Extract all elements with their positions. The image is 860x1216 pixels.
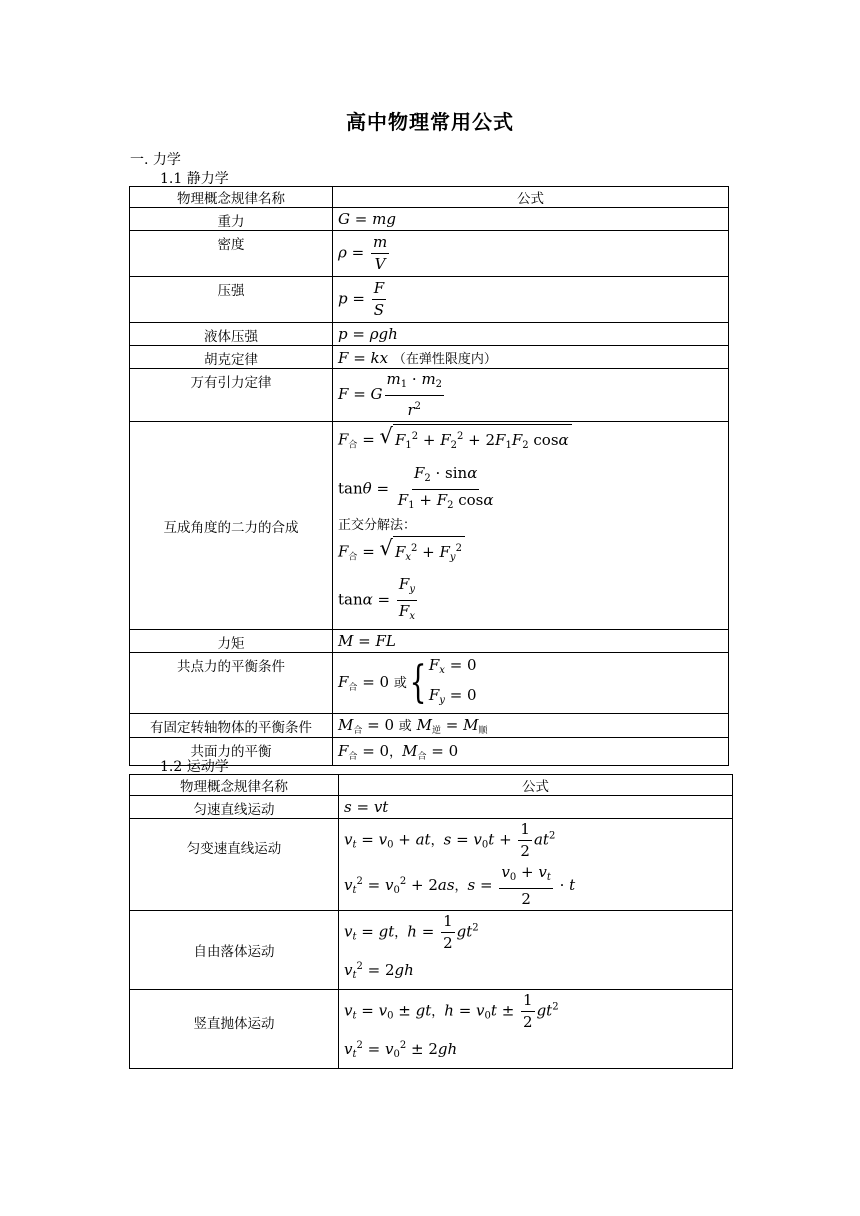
row-name: 密度: [130, 231, 333, 277]
table-row: [130, 323, 729, 346]
table-row: [130, 422, 729, 630]
row-name: 匀速直线运动: [130, 796, 339, 819]
table-row: [130, 714, 729, 738]
table-row: [130, 911, 733, 990]
table-row: [130, 796, 733, 819]
formula: $F_合 = 0$ 或 { $F_x = 0$ $F_y = 0$: [333, 653, 729, 714]
header-formula: 公式: [333, 187, 729, 208]
formula: $M_合 = 0$ 或 $M_逆 = M_顺$: [333, 714, 729, 738]
header-name: 物理概念规律名称: [130, 187, 333, 208]
formula: $v_t = v_0$ + at，$s = v_0t$ + $\frac{1}{2}$ $at^2$ $v_t^2 = v_0^2 + 2as$，s = $\frac{v_0 + v_t}{2}$ · t: [339, 819, 733, 911]
subsection-heading: 1.1 静力学: [160, 171, 229, 187]
table-row: [130, 208, 729, 231]
subsection-heading: 1.2 运动学: [160, 759, 229, 775]
table-row: [130, 819, 733, 911]
table-header-row: [130, 187, 729, 208]
table-header-row: [130, 775, 733, 796]
formula: F = kx （在弹性限度内）: [333, 346, 729, 369]
formula: p = ρgh: [333, 323, 729, 346]
row-name: 自由落体运动: [130, 911, 339, 990]
formula: s = vt: [339, 796, 733, 819]
hooke-note: （在弹性限度内）: [392, 351, 497, 367]
formula: $F_合 = 0$，$M_合 = 0$: [333, 738, 729, 766]
header-name: 物理概念规律名称: [130, 775, 339, 796]
row-name: 重力: [130, 208, 333, 231]
row-name: 液体压强: [130, 323, 333, 346]
section-heading: 一. 力学: [130, 152, 181, 168]
statics-table: [129, 186, 729, 766]
row-name: 万有引力定律: [130, 369, 333, 422]
formula: p = $\frac{F}{S}$: [333, 277, 729, 323]
row-name: 共面力的平衡: [130, 738, 333, 766]
orthogonal-note: 正交分解法：: [338, 517, 417, 533]
formula: ρ = $\frac{m}{V}$: [333, 231, 729, 277]
formula: M = FL: [333, 630, 729, 653]
formula: $F_合$ = √ $F_1^2 + F_2^2 + 2F_1F_2$ cosα tanθ = $\frac{F_2 \cdot \sin\alpha}{F_1 + F_2 \cos\alpha}$ 正交分解法： $F_合$ = √ $F_x^2 + F_y^2$ tanα = $\frac{F_y}{F_x}$: [333, 422, 729, 630]
table-row: [130, 277, 729, 323]
table-row: [130, 630, 729, 653]
table-row: [130, 990, 733, 1069]
header-formula: 公式: [339, 775, 733, 796]
page-title: 高中物理常用公式: [346, 110, 514, 134]
formula: F = G $\frac{m_1 \cdot m_2}{r^2}$: [333, 369, 729, 422]
row-name: 匀变速直线运动: [130, 819, 339, 911]
row-name: 有固定转轴物体的平衡条件: [130, 714, 333, 738]
row-name: 胡克定律: [130, 346, 333, 369]
row-name: 力矩: [130, 630, 333, 653]
row-name: 竖直抛体运动: [130, 990, 339, 1069]
table-row: [130, 231, 729, 277]
kinematics-table: [129, 774, 733, 1069]
table-row: [130, 346, 729, 369]
table-row: [130, 369, 729, 422]
row-name: 压强: [130, 277, 333, 323]
formula: $v_t = v_0$ ± gt，$h = v_0t$ ± $\frac{1}{2}$ $gt^2$ $v_t^2 = v_0^2 \pm 2gh$: [339, 990, 733, 1069]
row-name: 互成角度的二力的合成: [130, 422, 333, 630]
formula: $v_t$ = gt，h = $\frac{1}{2}$ $gt^2$ $v_t^2 = 2gh$: [339, 911, 733, 990]
row-name: 共点力的平衡条件: [130, 653, 333, 714]
table-row: [130, 653, 729, 714]
formula: G = mg: [333, 208, 729, 231]
